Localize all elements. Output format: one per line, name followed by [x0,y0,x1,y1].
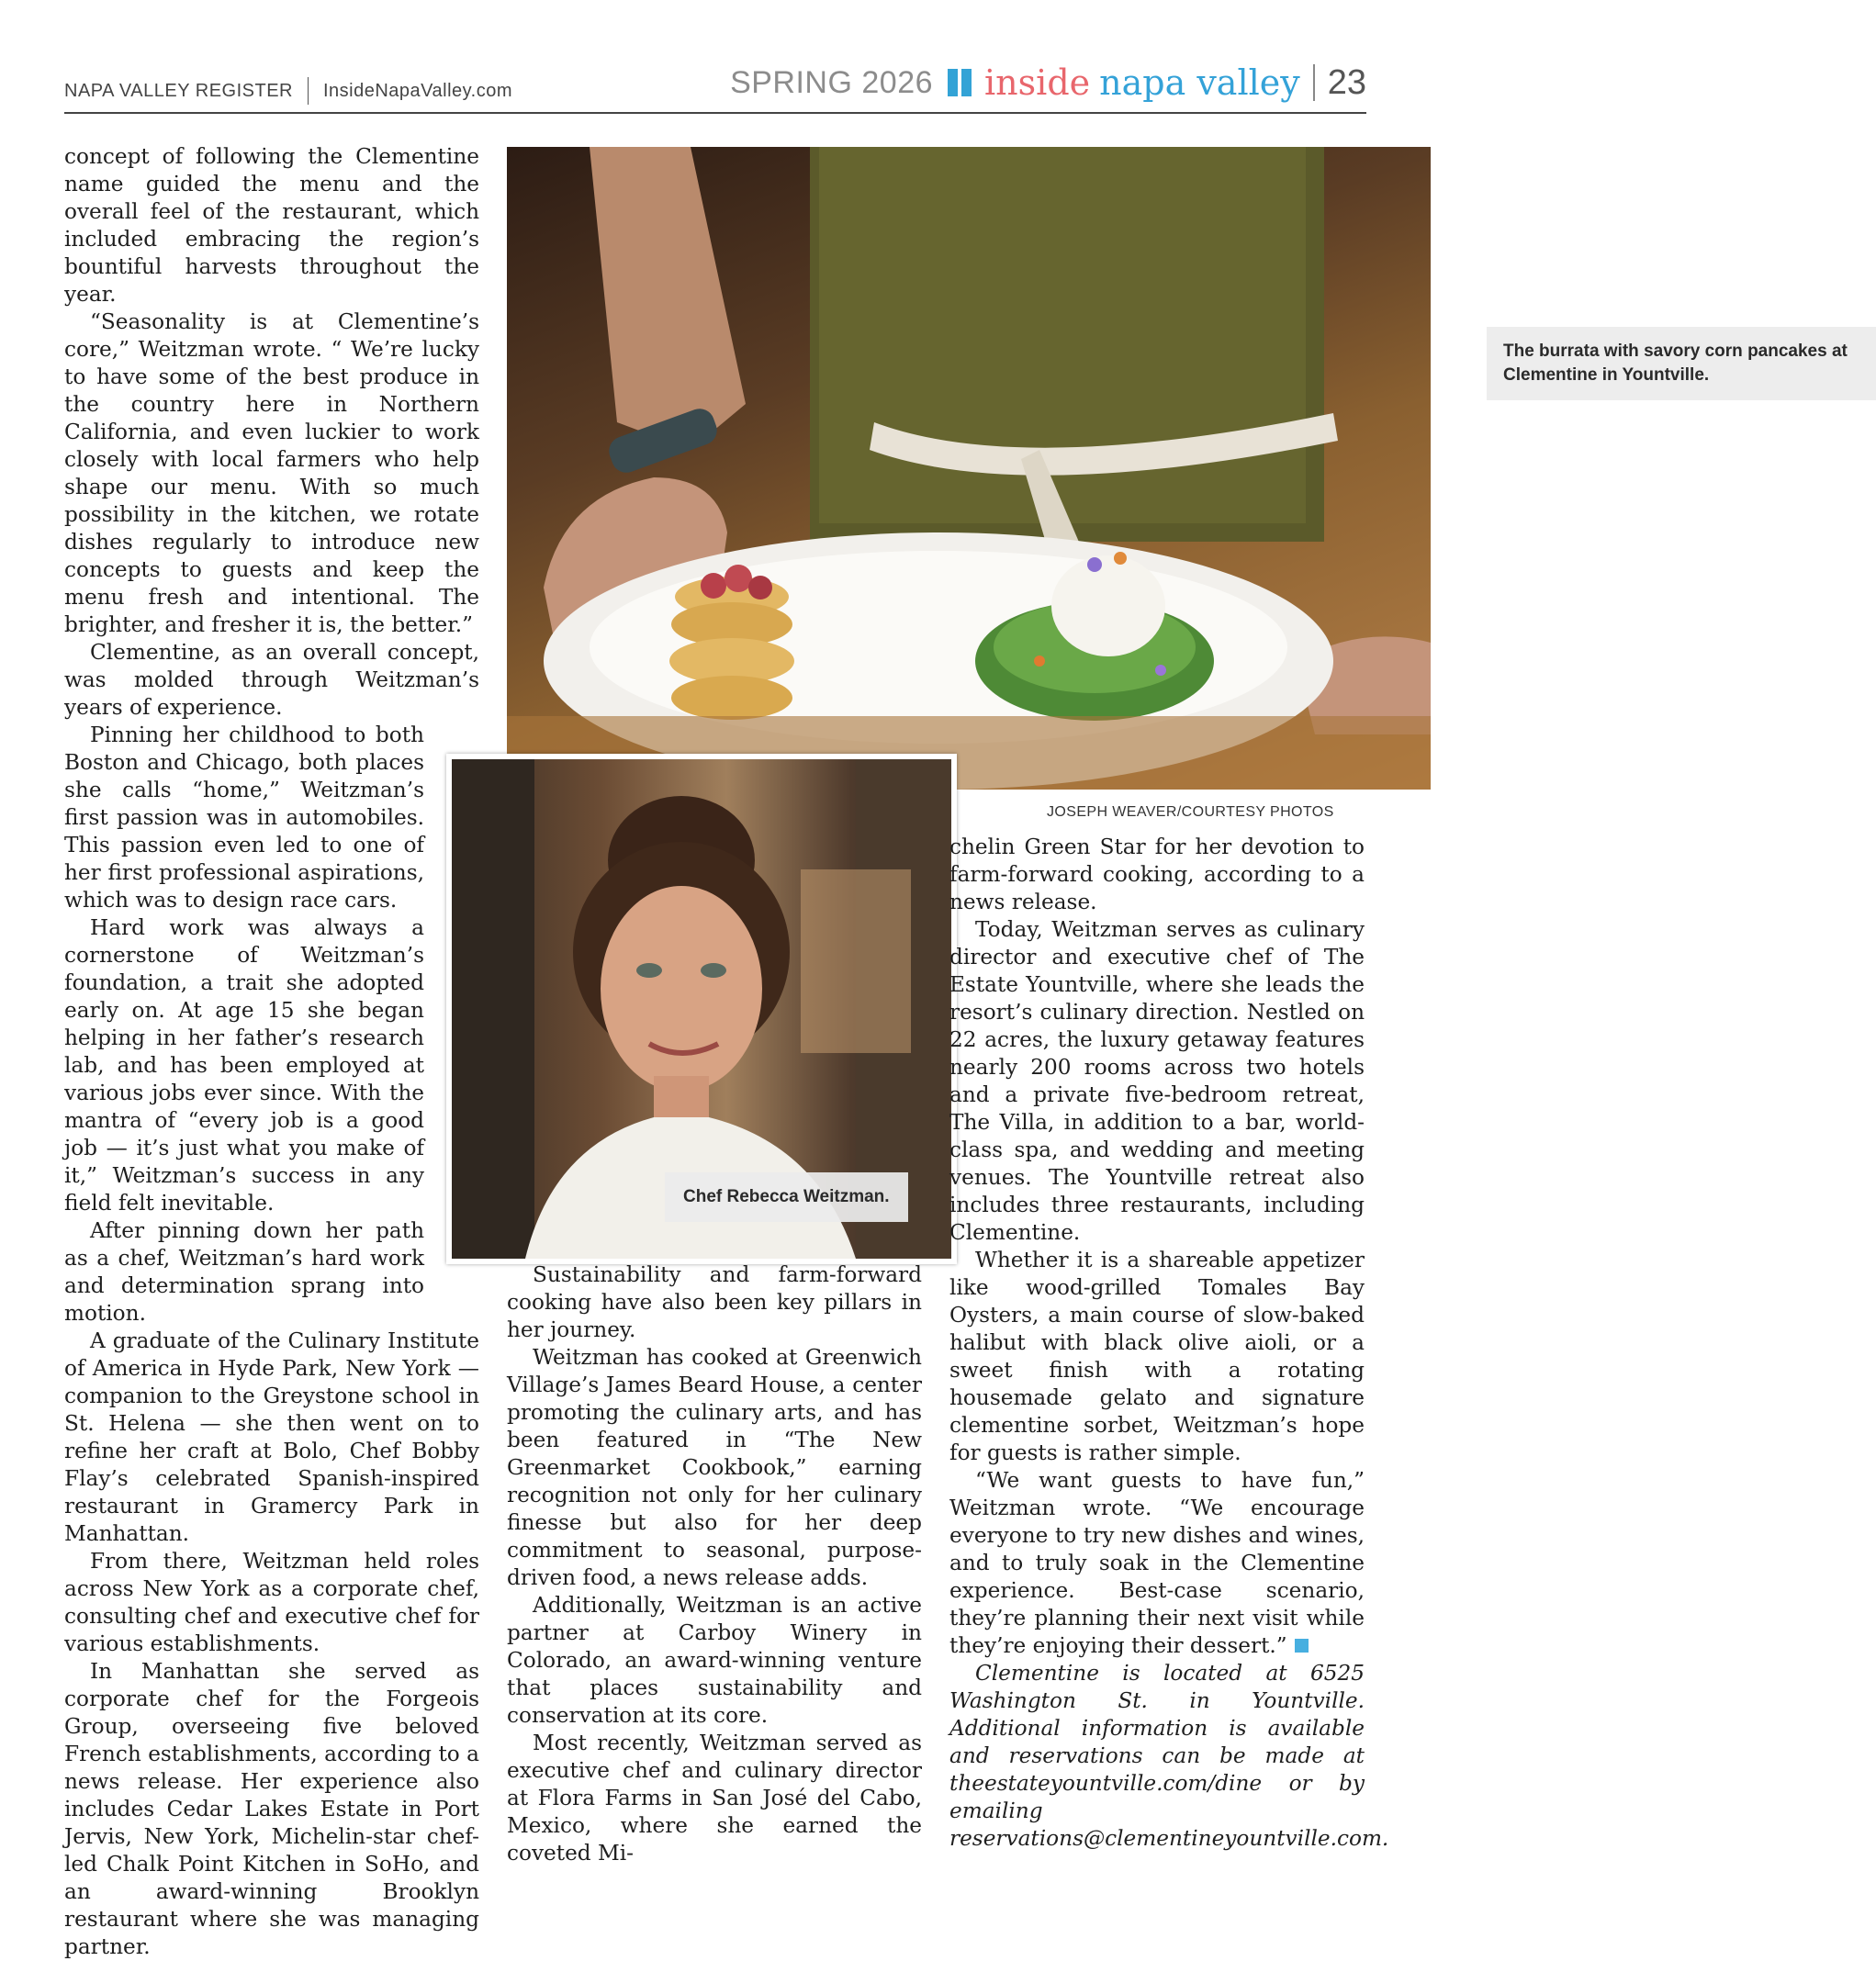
paragraph: concept of following the Clementine name guided the menu and the overall feel of the restaurant, which included embracing the region’s bountiful harvests throughout the year. [64,144,479,307]
paragraph: Pinning her childhood to both Boston and Chicago, both places she calls “home,” Weitzman’s first passion was in automobiles. This passion even led to one of her first professional aspirations, which was to design race cars. [64,723,424,913]
chef-photo-caption: Chef Rebecca Weitzman. [665,1172,908,1222]
page-header-left [64,77,512,105]
paragraph: Today, Weitzman serves as culinary director and executive chef of The Estate Yountville, where she leads the resort’s culinary direction. Nestled on 22 acres, the luxury getaway features nearly 200 rooms across two hotels and a private five-bedroom retreat, The Villa, in addition to a bar, world-class spa, and wedding and meeting venues. The Yountville retreat also includes three restaurants, including Clementine. [949,917,1365,1245]
paragraph: Most recently, Weitzman served as executive chef and culinary director at Flora Farms in San José del Cabo, Mexico, where she earned the coveted Mi- [507,1731,922,1866]
end-of-story-icon [1295,1639,1309,1653]
food-photo-caption: The burrata with savory corn pancakes at Clementine in Yountville. [1487,327,1876,400]
magazine-flag-icon [948,69,972,96]
paragraph: After pinning down her path as a chef, Weitzman’s hard work and determination sprang into motion. [64,1218,424,1326]
paragraph [949,1467,1365,1660]
page-number: 23 [1327,62,1366,102]
food-photo [507,147,1848,790]
closing-quote-text: “We want guests to have fun,” Weitzman wrote. “We encourage everyone to try new dishes and wines, and to truly soak in the Clementine experience. Best-case scenario, they’re planning their next visit while they’re enjoying their dessert.” [949,1468,1365,1658]
header-rule [64,112,1366,114]
header-divider [308,77,309,105]
article-column-3 [949,834,1389,1853]
paragraph: Weitzman has cooked at Greenwich Village’s James Beard House, a center promoting the culinary arts, and has been featured in “The New Greenmarket Cookbook,” earning recognition not only for her culinary finesse but also for her deep commitment to seasonal, purpose-driven food, a news release adds. [507,1345,922,1590]
publication-name: NAPA VALLEY REGISTER [64,80,293,101]
paragraph: “Seasonality is at Clementine’s core,” Weitzman wrote. “ We’re lucky to have some of the best produce in the country here in Northern California, and even luckier to work closely with local farmers who help shape our menu. With so much possibility in the kitchen, we rotate dishes regularly to introduce new concepts to guests and keep the menu fresh and intentional. The brighter, and fresher it is, the better.” [64,309,479,637]
paragraph: Whether it is a shareable appetizer like wood-grilled Tomales Bay Oysters, a main course of slow-baked halibut with black olive aioli, or a sweet finish with a rotating housemade gelato and signature clementine sorbet, Weitzman’s hope for guests is rather simple. [949,1248,1365,1465]
magazine-title-inside: inside [984,62,1091,103]
paragraph: chelin Green Star for her devotion to farm-forward cooking, according to a news release. [949,835,1365,914]
paragraph: Clementine, as an overall concept, was molded through Weitzman’s years of experience. [64,640,479,720]
restaurant-info-note: Clementine is located at 6525 Washington St. in Yountville. Additional information is available and reservations can be made at theestateyountville.com/dine or by emailing reservations@clementineyountville.com. [949,1661,1389,1851]
paragraph: A graduate of the Culinary Institute of America in Hyde Park, New York — companion to the Greystone school in St. Helena — she then went on to refine her craft at Bolo, Chef Bobby Flay’s celebrated Spanish-inspired restaurant in Gramercy Park in Manhattan. [64,1328,479,1546]
paragraph: Hard work was always a cornerstone of Weitzman’s foundation, a trait she adopted early on. At age 15 she began helping in her father’s research lab, and has been employed at various jobs ever since. With the mantra of “every job is a good job — it’s just what you make of it,” Weitzman’s success in any field felt inevitable. [64,915,424,1216]
chef-photo [446,754,957,1264]
article-column-2 [507,1261,922,1867]
photo-credit: JOSEPH WEAVER/COURTESY PHOTOS [1047,804,1334,820]
page-header-right [730,62,1366,103]
paragraph: Additionally, Weitzman is an active partner at Carboy Winery in Colorado, an award-winning venture that places sustainability and conservation at its core. [507,1593,922,1728]
food-photo-illustration [507,147,1431,790]
paragraph: Sustainability and farm-forward cooking have also been key pillars in her journey. [507,1262,922,1342]
wrapped-text-block [64,722,424,1328]
issue-season: SPRING 2026 [730,64,934,100]
paragraph: In Manhattan she served as corporate chef for the Forgeois Group, overseeing five beloved French establishments, according to a news release. Her experience also includes Cedar Lakes Estate in Port Jervis, New York, Michelin-star chef-led Chalk Point Kitchen in SoHo, and an award-winning Brooklyn restaurant where she was managing partner. [64,1659,479,1959]
page-number-divider [1313,64,1315,101]
paragraph: From there, Weitzman held roles across New York as a corporate chef, consulting chef and executive chef for various establishments. [64,1549,479,1656]
magazine-title-napa-valley: napa valley [1099,62,1300,103]
article-column-1 [64,143,479,1961]
website-link[interactable]: InsideNapaValley.com [322,80,513,101]
